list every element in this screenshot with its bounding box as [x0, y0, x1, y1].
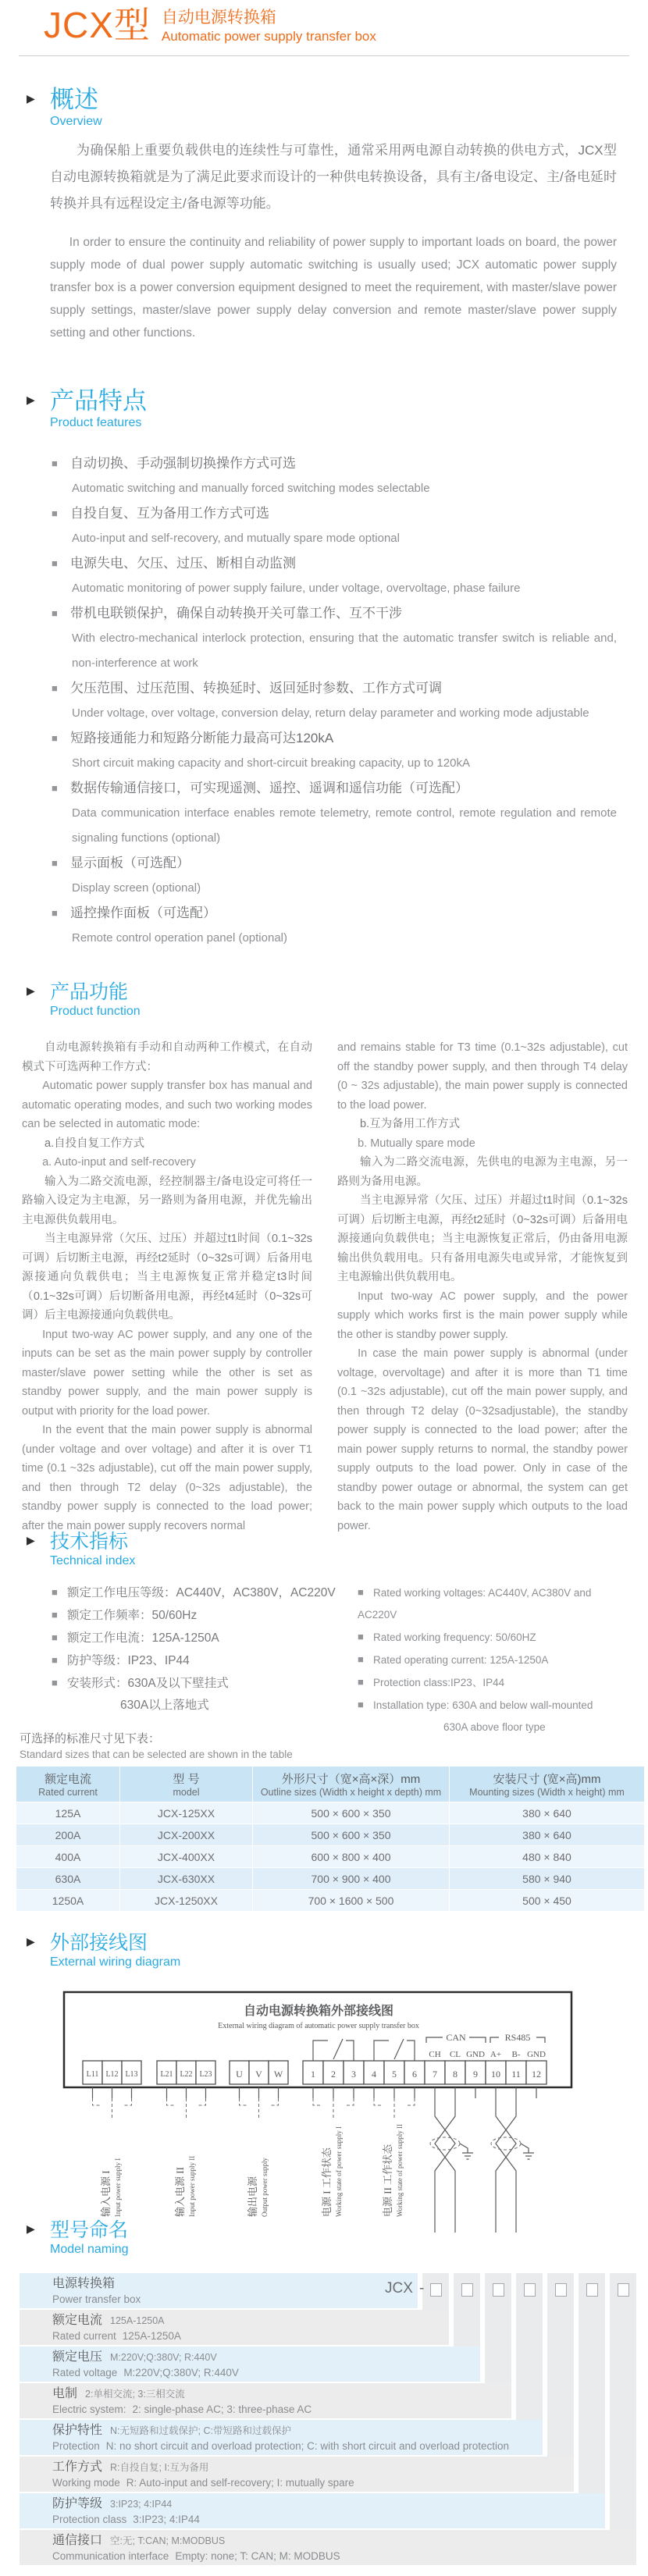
feature-en: With electro-mechanical interlock protection, ensuring that the automatic transfer switch is reliable and, non-interference at work	[72, 632, 617, 670]
function-paragraph: 输入为二路交流电源，经控制器主/备电设定可将任一路输入设定为主电源，另一路则为备用电源，并优先输出主电源供负载用电。	[22, 1175, 312, 1226]
naming-label-en: Rated voltage	[52, 2367, 118, 2379]
terminal-label: L23	[199, 2070, 212, 2079]
section-title-en: External wiring diagram	[50, 1955, 181, 1969]
section-function-heading	[27, 980, 141, 1019]
table-row	[16, 1824, 644, 1845]
feature-item	[52, 851, 617, 901]
rs485-bracket-right	[536, 2037, 545, 2043]
section-arrow-icon: ▶	[27, 2222, 35, 2235]
col-header-en: Mounting sizes (Width x height) mm	[469, 1787, 625, 1798]
feature-item	[52, 726, 617, 776]
sizes-note-en: Standard sizes that can be selected are shown in the table	[20, 1749, 293, 1760]
function-paragraph: Input two-way AC power supply, and the power supply which works first is the main power supply while the other is standby power supply.	[337, 1290, 628, 1341]
group-bracket	[374, 2098, 415, 2120]
standard-sizes-table	[16, 1766, 645, 1912]
group-label-en: Input power supply I	[114, 2158, 122, 2217]
function-paragraph: Automatic power supply transfer box has manual and automatic operating modes, and such two working modes can be selected in automatic mode:	[22, 1080, 312, 1130]
model-naming-ladder	[20, 2273, 636, 2565]
feature-en: Data communication interface enables remote telemetry, remote control, remote regulation and remote signaling functions (optional)	[72, 806, 617, 845]
pin-label: GND	[527, 2050, 546, 2059]
col-header-en: model	[173, 1787, 200, 1798]
cell-outline-size: 500 × 600 × 350	[253, 1824, 449, 1845]
designator-box	[430, 2283, 442, 2297]
wiring-diagram	[61, 1989, 576, 2262]
naming-row	[20, 2530, 636, 2565]
feature-cn: 自动切换、手动强制切换操作方式可选	[70, 456, 296, 471]
header-divider	[19, 55, 629, 56]
naming-row	[20, 2347, 480, 2382]
naming-label-en: Protection	[52, 2440, 100, 2452]
group-label-cn: 电源 I 工作状态	[321, 2147, 333, 2217]
designator-column	[579, 2273, 605, 2493]
terminal-label: 1	[311, 2069, 315, 2080]
twisted-pair-can	[430, 2087, 473, 2233]
cell-mounting-size: 580 × 940	[450, 1868, 644, 1889]
ground-icon	[521, 2144, 534, 2159]
bullet-square-icon	[52, 1672, 67, 1694]
feature-item	[52, 551, 617, 601]
function-column-left	[22, 1038, 312, 1535]
function-paragraph: In case the main power supply is abnormal (under voltage, overvoltage) and after it is more than T1 time (0.1 ~32s adjustable), cut off the main power supply, and then through T2 delay (0~32sadjustable), the standby power supply is connected to the load power; after the main power supply returns to normal, the standby power supply outputs to the load power. Only in case of the standby power outage or abnormal, the system can get back to the main power supply which outputs to the load power.	[337, 1347, 628, 1532]
can-bracket-left	[426, 2037, 443, 2043]
terminal-label: 7	[433, 2069, 437, 2080]
cell-model: JCX-200XX	[120, 1824, 252, 1845]
terminal-stubs	[93, 2087, 537, 2098]
group-label-en: Input power supply II	[188, 2155, 196, 2217]
tech-item: 额定工作电压等级：AC440V，AC380V，AC220V	[67, 1586, 336, 1599]
can-bus-label: CAN	[446, 2032, 466, 2043]
feature-list	[52, 451, 617, 951]
cell-outline-size: 600 × 800 × 400	[253, 1846, 449, 1867]
cell-outline-size: 700 × 1600 × 500	[253, 1890, 449, 1911]
feature-cn: 遥控操作面板（可选配）	[70, 906, 216, 920]
cell-mounting-size: 480 × 840	[450, 1846, 644, 1867]
designator-box	[524, 2283, 536, 2297]
group-bracket	[167, 2098, 206, 2120]
section-title-cn: 外部接线图	[50, 1932, 148, 1954]
diagram-title-en: External wiring diagram of automatic power supply transfer box	[218, 2022, 419, 2030]
naming-row	[20, 2310, 449, 2345]
col-header-cn: 型 号	[173, 1773, 200, 1786]
bullet-square-icon	[52, 776, 70, 801]
function-paragraph: 当主电源异常（欠压、过压）并超过t1时间（0.1~32s可调）后切断主电源，再经t2延时（0~32s可调）后备用电源接通向负载供电；当主电源恢复正常并稳定t3时间（0.1~32s可调）后切断备用电源，再经t4延时（0~32s可调）后主电源接通向负载供电。	[22, 1233, 312, 1322]
tech-item-cont: 630A以上落地式	[120, 1699, 209, 1712]
contact-symbol	[313, 2039, 415, 2061]
bullet-square-icon	[52, 676, 70, 701]
pin-label: CH	[429, 2050, 441, 2059]
pin-label: CL	[449, 2050, 461, 2059]
group-label-en: Working state of power supply II	[396, 2124, 404, 2217]
overview-paragraph-en: In order to ensure the continuity and reliability of power supply to important loads on board, the power supply mode of dual power supply automatic switching is usually used; JCX automatic power supply transfer box is a power conversion equipment designed to meet the requirement, with master/slave power supply settings, master/slave power supply delay conversion and remote master/slave power supply setting and other functions.	[50, 236, 617, 340]
section-title-en: Overview	[50, 115, 102, 128]
tech-item-cont: 630A above floor type	[443, 1721, 546, 1733]
function-paragraph: a.自投自复工作方式	[45, 1137, 145, 1150]
naming-row	[20, 2457, 574, 2492]
section-features-heading	[27, 387, 147, 431]
tech-item: Rated operating current: 125A-1250A	[373, 1654, 549, 1666]
naming-value-en: N: no short circuit and overload protection; C: with short circuit and overload protection	[105, 2440, 510, 2452]
feature-cn: 带机电联锁保护，确保自动转换开关可靠工作、互不干涉	[70, 606, 402, 621]
section-arrow-icon: ▶	[27, 393, 35, 406]
terminal-label: 9	[473, 2069, 478, 2080]
naming-label-cn: 额定电压	[52, 2350, 103, 2364]
cell-rated-current: 400A	[16, 1846, 119, 1867]
cell-model: JCX-400XX	[120, 1846, 252, 1867]
section-title-cn: 型号命名	[50, 2219, 129, 2241]
section-title-en: Product function	[50, 1005, 141, 1018]
bullet-square-icon	[52, 451, 70, 476]
bullet-square-icon	[358, 1582, 373, 1603]
naming-value-cn: R:自投自复; I:互为备用	[110, 2462, 209, 2473]
group-label-cn: 电源 II 工作状态	[382, 2144, 393, 2217]
function-column-right	[337, 1038, 628, 1535]
section-title-cn: 产品功能	[50, 981, 129, 1003]
tech-item: Rated working voltages: AC440V, AC380V and AC220V	[358, 1587, 592, 1621]
bullet-square-icon	[52, 1649, 67, 1671]
table-row	[16, 1890, 644, 1911]
designator-box	[586, 2283, 598, 2297]
function-paragraph: In the event that the main power supply is abnormal (under voltage and over voltage) and after it is over T1 time (0.1 ~32s adjustable), cut off the main power supply, and then through T2 delay (0~32s adjustable), the standby power supply is connected to the load power; after the main power supply recovers normal	[22, 1424, 312, 1532]
cell-mounting-size: 380 × 640	[450, 1802, 644, 1823]
naming-value-en: 125A-1250A	[122, 2330, 181, 2342]
feature-cn: 短路接通能力和短路分断能力最高可达120kA	[70, 731, 334, 745]
bullet-square-icon	[358, 1694, 373, 1716]
section-wiring-heading	[27, 1931, 180, 1970]
diagram-title-cn: 自动电源转换箱外部接线图	[243, 2005, 394, 2018]
designator-box	[618, 2283, 629, 2297]
bullet-square-icon	[52, 726, 70, 751]
naming-value-en: R: Auto-input and self-recovery; I: mutually spare	[126, 2477, 354, 2489]
pin-label: GND	[466, 2050, 485, 2059]
function-paragraph: Input two-way AC power supply, and any one of the inputs can be set as the main power supply by controller master/slave power setting while the other is set as standby power supply, and the main power supply is output with priority for the load power.	[22, 1328, 312, 1418]
feature-item	[52, 901, 617, 951]
section-title-en: Model naming	[50, 2243, 129, 2256]
terminal-label: 5	[392, 2069, 397, 2080]
section-arrow-icon: ▶	[27, 1534, 35, 1546]
feature-en: Short circuit making capacity and short-circuit breaking capacity, up to 120kA	[72, 756, 470, 770]
terminal-label: V	[255, 2069, 262, 2080]
section-arrow-icon: ▶	[27, 92, 35, 105]
bullet-square-icon	[358, 1649, 373, 1670]
naming-value-en: 3:IP23; 4:IP44	[133, 2514, 200, 2525]
function-paragraph: b. Mutually spare mode	[358, 1137, 475, 1150]
group-bracket	[93, 2098, 132, 2120]
designator-column	[547, 2273, 574, 2457]
section-title-cn: 技术指标	[50, 1531, 129, 1553]
page-header	[44, 5, 376, 45]
naming-value-cn: 125A-1250A	[110, 2315, 165, 2326]
ground-icon	[460, 2144, 473, 2159]
tech-item: 额定工作电流：125A-1250A	[67, 1631, 219, 1645]
technical-list-cn	[52, 1582, 356, 1717]
terminal-label: U	[236, 2069, 243, 2080]
tech-item: 防护等级：IP23、IP44	[67, 1654, 190, 1667]
naming-label-cn: 防护等级	[52, 2497, 103, 2510]
sizes-note-cn: 可选择的标准尺寸见下表：	[20, 1732, 161, 1745]
model-dash: -	[419, 2280, 425, 2297]
naming-label-en: Communication interface	[52, 2550, 169, 2562]
naming-value-cn: N:无短路和过载保护; C:带短路和过载保护	[110, 2425, 291, 2436]
feature-item	[52, 601, 617, 676]
technical-list-en	[358, 1582, 629, 1738]
naming-label-cn: 保护特性	[52, 2424, 103, 2437]
bullet-square-icon	[358, 1671, 373, 1693]
feature-cn: 自投自复、互为备用工作方式可选	[70, 506, 269, 521]
section-naming-heading	[27, 2218, 129, 2258]
table-row	[16, 1846, 644, 1867]
naming-row	[20, 2383, 511, 2418]
function-paragraph: b.互为备用工作方式	[360, 1118, 461, 1130]
col-header-en: Outline sizes (Width x height x depth) mm	[260, 1787, 442, 1798]
pin-label: B-	[511, 2050, 521, 2059]
model-prefix: JCX	[385, 2280, 413, 2297]
cell-outline-size: 500 × 600 × 350	[253, 1802, 449, 1823]
naming-value-en: Empty: none; T: CAN; M: MODBUS	[175, 2550, 340, 2562]
col-header-cn: 额定电流	[44, 1773, 91, 1786]
bullet-square-icon	[358, 1626, 373, 1648]
bullet-square-icon	[52, 501, 70, 526]
section-title-cn: 概述	[50, 86, 98, 113]
designator-box	[493, 2283, 504, 2297]
terminal-label: 10	[491, 2069, 500, 2080]
bullet-square-icon	[52, 851, 70, 876]
product-title-en: Automatic power supply transfer box	[161, 29, 376, 44]
naming-label-en: Rated current	[52, 2330, 116, 2342]
table-header-row	[16, 1767, 644, 1802]
cell-model: JCX-630XX	[120, 1868, 252, 1889]
designator-box	[555, 2283, 567, 2297]
pin-label: A+	[490, 2050, 502, 2059]
section-arrow-icon: ▶	[27, 984, 35, 997]
terminal-label: 2	[331, 2069, 336, 2080]
cell-rated-current: 630A	[16, 1868, 119, 1889]
naming-label-en: Protection class	[52, 2514, 127, 2525]
terminal-label: 6	[412, 2069, 417, 2080]
function-paragraph: 当主电源异常（欠压、过压）并超过t1时间（0.1~32s可调）后切断主电源，再经t2延时（0~32s可调）后备用电源接通向负载供电；当主电源恢复正常后，仍由备用电源输出供负载用电。只有备用电源失电或异常，才能恢复到主电源输出供负载用电。	[337, 1194, 628, 1283]
section-title-en: Product features	[50, 416, 142, 429]
naming-label-en: Working mode	[52, 2477, 120, 2489]
terminal-strip	[83, 2061, 547, 2084]
feature-item	[52, 676, 617, 726]
bullet-square-icon	[52, 551, 70, 576]
header-titles	[162, 8, 376, 45]
naming-label-cn: 电制	[52, 2387, 78, 2400]
terminal-label: 3	[351, 2069, 356, 2080]
tech-item: Protection class:IP23、IP44	[373, 1677, 505, 1688]
col-header-cn: 外形尺寸（宽×高×深）mm	[281, 1773, 421, 1786]
section-technical-heading	[27, 1530, 135, 1569]
feature-en: Automatic monitoring of power supply failure, under voltage, overvoltage, phase failure	[72, 582, 521, 595]
naming-value-cn: 2:单相交流; 3:三相交流	[85, 2389, 185, 2400]
feature-en: Display screen (optional)	[72, 881, 201, 895]
terminal-label: L22	[180, 2070, 193, 2079]
naming-value-cn: M:220V;Q:380V; R:440V	[110, 2352, 217, 2363]
table-row	[16, 1868, 644, 1889]
terminal-label: L11	[86, 2070, 99, 2079]
product-title-cn: 自动电源转换箱	[161, 9, 276, 27]
group-label-cn: 输出电源	[247, 2176, 258, 2217]
naming-label-cn: 通信接口	[52, 2534, 103, 2547]
naming-label-cn: 电源转换箱	[52, 2277, 116, 2290]
function-paragraph: 自动电源转换箱有手动和自动两种工作模式，在自动模式下可选两种工作方式：	[22, 1041, 312, 1073]
group-label-en: Working state of power supply I	[335, 2126, 343, 2217]
naming-label-cn: 额定电流	[52, 2314, 103, 2327]
feature-item	[52, 776, 617, 851]
bullet-square-icon	[52, 601, 70, 626]
feature-en: Remote control operation panel (optional)	[72, 931, 287, 945]
bullet-square-icon	[52, 1627, 67, 1649]
tech-item: Installation type: 630A and below wall-mounted	[373, 1699, 593, 1711]
cell-model: JCX-1250XX	[120, 1890, 252, 1911]
can-bracket-right	[469, 2037, 486, 2043]
naming-value-en: 2: single-phase AC; 3: three-phase AC	[132, 2403, 312, 2415]
terminal-label: L21	[160, 2070, 173, 2079]
cell-mounting-size: 500 × 450	[450, 1890, 644, 1911]
feature-cn: 欠压范围、过压范围、转换延时、返回延时参数、工作方式可调	[70, 681, 442, 696]
tech-item: Rated working frequency: 50/60HZ	[373, 1631, 536, 1643]
feature-item	[52, 451, 617, 501]
cell-outline-size: 700 × 900 × 400	[253, 1868, 449, 1889]
designator-column	[610, 2273, 636, 2530]
section-overview-heading	[27, 86, 102, 130]
section-arrow-icon: ▶	[27, 1935, 35, 1948]
bullet-square-icon	[52, 1582, 67, 1603]
overview-paragraph-cn: 为确保船上重要负载供电的连续性与可靠性，通常采用两电源自动转换的供电方式，JCX型自动电源转换箱就是为了满足此要求而设计的一种供电转换设备，具有主/备电设定、主/备电延时转换并具有远程设定主/备电源等功能。	[50, 143, 617, 211]
terminal-label: L13	[125, 2070, 138, 2079]
naming-row	[20, 2493, 605, 2528]
twisted-pair-rs485	[491, 2087, 534, 2233]
table-row	[16, 1802, 644, 1823]
naming-value-en: M:220V;Q:380V; R:440V	[123, 2367, 239, 2379]
group-bracket	[313, 2098, 354, 2120]
terminal-label: 4	[372, 2069, 376, 2080]
function-paragraph: and remains stable for T3 time (0.1~32s adjustable), cut off the standby power supply, and then through T4 delay (0 ~ 32s adjustable), the main power supply is connected to the load power.	[337, 1041, 628, 1112]
feature-en: Automatic switching and manually forced switching modes selectable	[72, 482, 430, 495]
tech-item: 安装形式：630A及以下壁挂式	[67, 1677, 229, 1690]
naming-label-en: Power transfer box	[52, 2293, 141, 2305]
group-label-cn: 输入电源 I	[100, 2170, 112, 2217]
col-header-en: Rated current	[38, 1787, 98, 1798]
feature-cn: 数据传输通信接口，可实现遥测、遥控、遥调和遥信功能（可选配）	[70, 781, 468, 795]
function-paragraph: 输入为二路交流电源，先供电的电源为主电源，另一路则为备用电源。	[337, 1156, 628, 1188]
feature-cn: 电源失电、欠压、过压、断相自动监测	[70, 556, 296, 571]
cell-rated-current: 200A	[16, 1824, 119, 1845]
product-model-title: JCX型	[44, 5, 151, 45]
cell-rated-current: 1250A	[16, 1890, 119, 1911]
naming-row	[20, 2273, 418, 2308]
naming-value-cn: 空:无; T:CAN; M:MODBUS	[110, 2535, 226, 2546]
designator-box	[461, 2283, 473, 2297]
bullet-square-icon	[52, 1604, 67, 1626]
naming-label-en: Electric system:	[52, 2403, 126, 2415]
group-label-en: Output power supply	[261, 2158, 269, 2217]
rs485-bracket-left	[490, 2037, 499, 2043]
rs485-bus-label: RS485	[504, 2032, 531, 2043]
feature-item	[52, 501, 617, 551]
cell-model: JCX-125XX	[120, 1802, 252, 1823]
naming-row	[20, 2420, 543, 2455]
group-label-cn: 输入电源 II	[174, 2167, 186, 2217]
bullet-square-icon	[52, 901, 70, 926]
cell-mounting-size: 380 × 640	[450, 1824, 644, 1845]
naming-value-cn: 3:IP23; 4:IP44	[110, 2499, 173, 2510]
terminal-label: L12	[105, 2070, 119, 2079]
terminal-label: W	[273, 2069, 283, 2080]
section-title-en: Technical index	[50, 1554, 136, 1567]
terminal-label: 8	[453, 2069, 458, 2080]
feature-en: Auto-input and self-recovery, and mutually spare mode optional	[72, 532, 400, 545]
naming-label-cn: 工作方式	[52, 2460, 103, 2474]
function-paragraph: a. Auto-input and self-recovery	[42, 1156, 196, 1169]
tech-item: 额定工作频率：50/60Hz	[67, 1609, 198, 1622]
col-header-cn: 安装尺寸 (宽×高)mm	[493, 1773, 601, 1786]
terminal-label: 11	[511, 2069, 521, 2080]
cell-rated-current: 125A	[16, 1802, 119, 1823]
feature-en: Under voltage, over voltage, conversion delay, return delay parameter and working mode adjustable	[72, 706, 589, 720]
terminal-label: 12	[532, 2069, 541, 2080]
group-bracket	[240, 2098, 279, 2120]
feature-cn: 显示面板（可选配）	[70, 856, 190, 870]
section-title-cn: 产品特点	[50, 387, 147, 415]
